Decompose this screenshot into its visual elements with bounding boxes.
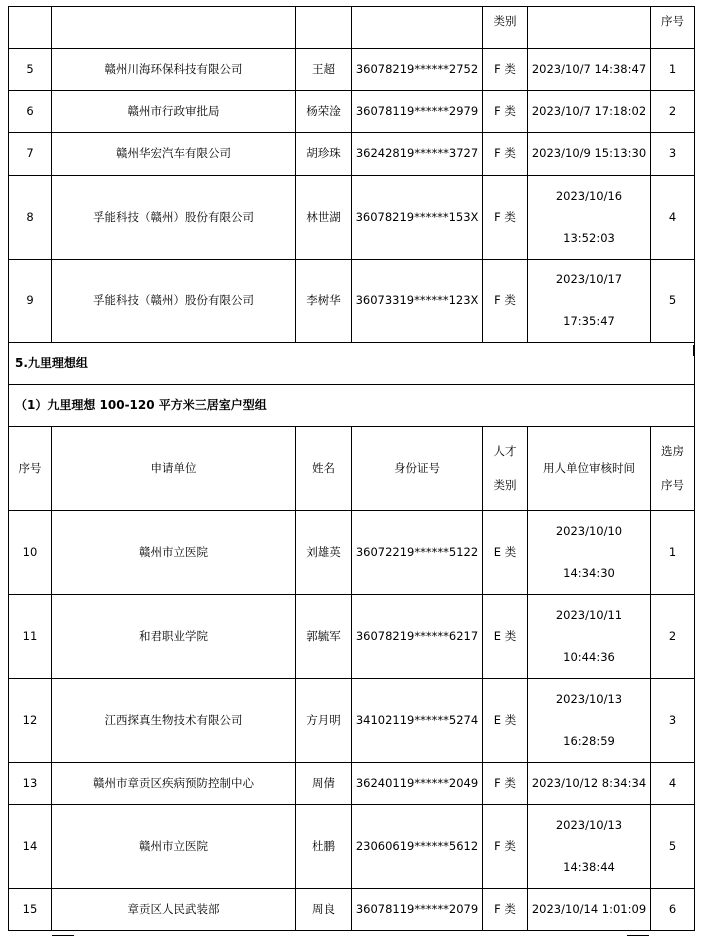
cell-category: F 类 [483, 260, 528, 343]
cell-category: F 类 [483, 805, 528, 889]
cell-seq: 5 [651, 260, 695, 343]
cell-id: 36073319******123X [352, 260, 483, 343]
time-clock: 17:35:47 [563, 314, 615, 329]
cell-name: 周倩 [296, 763, 352, 805]
cell-id: 36078219******2752 [352, 49, 483, 91]
cell-name: 胡珍珠 [296, 133, 352, 176]
table-row [9, 260, 695, 343]
cell-id: 36242819******3727 [352, 133, 483, 176]
cell-unit: 赣州川海环保科技有限公司 [52, 49, 296, 91]
table-row [9, 595, 695, 679]
cell-name: 杜鹏 [296, 805, 352, 889]
cell-name: 刘雄英 [296, 511, 352, 595]
header-seq-line2: 序号 [661, 477, 684, 492]
header-cell [352, 7, 483, 49]
cell-id: 34102119******5274 [352, 679, 483, 763]
time-date: 2023/10/10 [555, 523, 623, 538]
page-corner-mark [52, 935, 74, 936]
cell-seq: 3 [651, 679, 695, 763]
cell-time [528, 595, 651, 679]
applicant-table [8, 6, 695, 931]
header-name: 姓名 [296, 427, 352, 511]
cell-unit: 赣州市立医院 [52, 511, 296, 595]
time-date: 2023/10/11 [555, 607, 623, 622]
time-clock: 14:38:44 [563, 859, 615, 874]
cell-category: F 类 [483, 176, 528, 260]
cell-time [528, 511, 651, 595]
cell-no: 15 [9, 889, 52, 931]
header-seq [651, 427, 695, 511]
cell-time: 2023/10/12 8:34:34 [528, 763, 651, 805]
table-row [9, 889, 695, 931]
cell-name: 李树华 [296, 260, 352, 343]
header-cell-category: 类别 [483, 7, 528, 49]
header-id: 身份证号 [352, 427, 483, 511]
cell-category: F 类 [483, 889, 528, 931]
cell-seq: 1 [651, 49, 695, 91]
table-header-row [9, 427, 695, 511]
table-row [9, 49, 695, 91]
time-date: 2023/10/16 [555, 188, 623, 203]
cell-time: 2023/10/7 17:18:02 [528, 91, 651, 133]
cell-name: 郭毓军 [296, 595, 352, 679]
cell-time [528, 805, 651, 889]
header-category-line2: 类别 [493, 477, 517, 492]
header-unit: 申请单位 [52, 427, 296, 511]
header-cell [528, 7, 651, 49]
cell-unit: 孚能科技（赣州）股份有限公司 [52, 260, 296, 343]
cell-category: F 类 [483, 49, 528, 91]
cell-category: F 类 [483, 91, 528, 133]
time-date: 2023/10/17 [555, 272, 623, 286]
table-row [9, 91, 695, 133]
table-row [9, 805, 695, 889]
cell-unit: 和君职业学院 [52, 595, 296, 679]
header-cell-seq: 序号 [651, 7, 695, 49]
time-clock: 16:28:59 [563, 733, 615, 748]
subsection-title: （1）九里理想 100-120 平方米三居室户型组 [9, 385, 695, 427]
cell-category: F 类 [483, 763, 528, 805]
header-seq-line1: 选房 [661, 443, 684, 458]
cell-unit: 孚能科技（赣州）股份有限公司 [52, 176, 296, 260]
cell-unit: 章贡区人民武装部 [52, 889, 296, 931]
header-category-line1: 人才 [493, 443, 517, 458]
cell-category: E 类 [483, 679, 528, 763]
section-title: 5.九里理想组 [9, 343, 695, 385]
cell-id: 36078219******6217 [352, 595, 483, 679]
cell-id: 23060619******5612 [352, 805, 483, 889]
cell-time [528, 679, 651, 763]
cell-unit: 赣州市行政审批局 [52, 91, 296, 133]
cell-seq: 2 [651, 595, 695, 679]
cell-seq: 1 [651, 511, 695, 595]
cell-no: 5 [9, 49, 52, 91]
table-row [9, 133, 695, 176]
header-no: 序号 [9, 427, 52, 511]
cell-no: 10 [9, 511, 52, 595]
cell-no: 11 [9, 595, 52, 679]
page-edge-mark [693, 345, 695, 356]
section-title-row [9, 343, 695, 385]
subsection-title-row [9, 385, 695, 427]
table-row [9, 511, 695, 595]
cell-category: F 类 [483, 133, 528, 176]
cell-seq: 2 [651, 91, 695, 133]
time-date: 2023/10/13 [555, 691, 623, 706]
header-cell [9, 7, 52, 49]
cell-name: 杨荣淦 [296, 91, 352, 133]
cell-category: E 类 [483, 595, 528, 679]
cell-id: 36078119******2079 [352, 889, 483, 931]
cell-time: 2023/10/7 14:38:47 [528, 49, 651, 91]
cell-unit: 江西探真生物技术有限公司 [52, 679, 296, 763]
cell-seq: 6 [651, 889, 695, 931]
cell-id: 36078119******2979 [352, 91, 483, 133]
cell-no: 12 [9, 679, 52, 763]
header-cell [52, 7, 296, 49]
header-time: 用人单位审核时间 [528, 427, 651, 511]
cell-id: 36240119******2049 [352, 763, 483, 805]
cell-seq: 4 [651, 176, 695, 260]
cell-unit: 赣州华宏汽车有限公司 [52, 133, 296, 176]
cell-no: 14 [9, 805, 52, 889]
page-corner-mark [627, 935, 649, 936]
cell-time [528, 176, 651, 260]
time-clock: 13:52:03 [563, 230, 615, 245]
cell-unit: 赣州市立医院 [52, 805, 296, 889]
cell-no: 6 [9, 91, 52, 133]
table-row [9, 763, 695, 805]
cell-category: E 类 [483, 511, 528, 595]
table-row [9, 679, 695, 763]
cell-name: 林世湖 [296, 176, 352, 260]
time-clock: 10:44:36 [563, 649, 615, 664]
cell-seq: 5 [651, 805, 695, 889]
cell-id: 36072219******5122 [352, 511, 483, 595]
cell-name: 方月明 [296, 679, 352, 763]
cell-no: 7 [9, 133, 52, 176]
cell-time: 2023/10/9 15:13:30 [528, 133, 651, 176]
cell-unit: 赣州市章贡区疾病预防控制中心 [52, 763, 296, 805]
cell-time [528, 260, 651, 343]
cell-name: 王超 [296, 49, 352, 91]
time-clock: 14:34:30 [563, 565, 615, 580]
header-category [483, 427, 528, 511]
cell-seq: 3 [651, 133, 695, 176]
cell-seq: 4 [651, 763, 695, 805]
table-header-row [9, 7, 695, 49]
cell-no: 9 [9, 260, 52, 343]
cell-time: 2023/10/14 1:01:09 [528, 889, 651, 931]
time-date: 2023/10/13 [555, 817, 623, 832]
table-row [9, 176, 695, 260]
cell-no: 8 [9, 176, 52, 260]
cell-name: 周良 [296, 889, 352, 931]
cell-no: 13 [9, 763, 52, 805]
header-cell [296, 7, 352, 49]
cell-id: 36078219******153X [352, 176, 483, 260]
